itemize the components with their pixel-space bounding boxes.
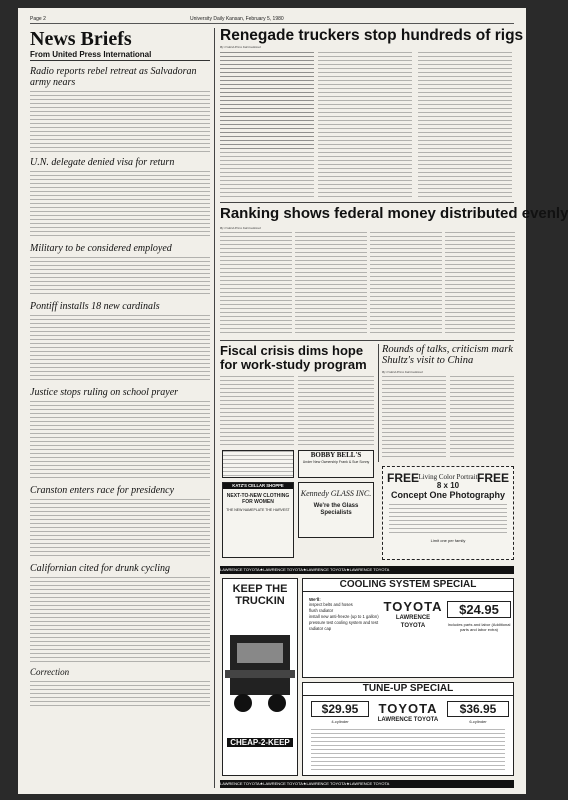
service-item: install new anti-freeze (up to 1 gallon) — [309, 614, 379, 619]
story-body — [220, 52, 314, 198]
katz-cellar-ad — [222, 482, 294, 558]
ad-title: Concept One Photography — [390, 490, 505, 500]
service-item: pressure test cooling system and test radiator cap — [309, 620, 379, 631]
keep-truckin-ad — [222, 578, 298, 776]
cooling-system-ad — [302, 578, 514, 678]
brief-headline: Cranston enters race for presidency — [30, 485, 175, 496]
ad-line: THE NEW NAMEPLATE THE HARVEST — [226, 508, 290, 512]
story-body — [30, 315, 210, 383]
ranking-story — [220, 205, 568, 226]
rounds-story — [382, 344, 514, 370]
brief-headline: Pontiff installs 18 new cardinals — [30, 301, 160, 312]
story-body — [30, 401, 210, 481]
dealer-name: LAWRENCE TOYOTA — [377, 717, 439, 723]
truckers-byline: By United Press International — [220, 45, 261, 49]
boyds-ad — [222, 450, 294, 478]
story-body — [220, 376, 294, 446]
story-body — [418, 52, 512, 198]
newspaper-page — [18, 8, 568, 794]
kennedy-glass-ad — [298, 482, 374, 538]
ad-line: Living Color Portrait — [418, 473, 478, 481]
section-rule — [220, 202, 514, 203]
price: $36.95 — [447, 701, 509, 717]
ad-size: 8 x 10 — [436, 481, 460, 490]
story-body — [30, 257, 210, 297]
story-body — [298, 376, 374, 446]
ad-tagline: CHEAP-2-KEEP — [227, 738, 293, 747]
fiscal-headline: Fiscal crisis dims hope for work-study program — [220, 343, 367, 372]
column-divider — [378, 344, 379, 462]
brief-headline: Justice stops ruling on school prayer — [30, 387, 179, 398]
ad-line: NEXT-TO-NEW CLOTHING FOR WOMEN — [226, 493, 290, 505]
section-rule — [220, 340, 514, 341]
service-item: inspect belts and hoses — [309, 602, 353, 607]
rounds-headline: Rounds of talks, criticism mark Shultz's visit to China — [382, 344, 513, 366]
story-body — [295, 232, 367, 336]
rounds-byline: By United Press International — [382, 370, 423, 374]
toyota-logo: TOYOTA — [378, 701, 438, 716]
brief-headline: U.N. delegate denied visa for return — [30, 157, 175, 168]
news-briefs-title: News Briefs — [30, 28, 132, 50]
fiscal-story — [220, 344, 374, 374]
brief-headline: Correction — [30, 667, 70, 677]
truck-illustration — [225, 615, 295, 725]
news-briefs-column — [30, 28, 210, 788]
price-note: 6-cylinder — [469, 719, 487, 724]
ranking-headline: Ranking shows federal money distributed evenly — [220, 205, 568, 222]
story-body — [382, 376, 446, 460]
ad-text — [223, 451, 293, 477]
concept-one-photography-ad — [382, 466, 514, 560]
price: $29.95 — [311, 701, 369, 717]
brief-headline: Californian cited for drunk cycling — [30, 563, 170, 574]
paper-dateline: University Daily Kansan, February 5, 1980 — [190, 16, 284, 22]
story-body — [30, 171, 210, 239]
toyota-banner-bottom: LAWRENCE TOYOTA★LAWRENCE TOYOTA★LAWRENCE TOYOTA★LAWRENCE TOYOTA — [220, 780, 514, 788]
news-briefs-subtitle: From United Press International — [30, 50, 210, 61]
price-note: 4-cylinder — [331, 719, 349, 724]
ad-title: Kennedy GLASS INC. — [300, 489, 372, 498]
price-note: Includes parts and labor (Additional parts and labor extra) — [447, 622, 511, 632]
story-body — [30, 577, 210, 663]
ad-line: We're the Glass Specialists — [313, 503, 359, 516]
ad-note: Limit one per family — [430, 538, 466, 543]
story-body — [220, 232, 292, 336]
service-item: flush radiator — [309, 608, 334, 613]
ad-text — [311, 729, 505, 771]
page-number: Page 2 — [30, 16, 46, 22]
column-divider — [214, 28, 215, 788]
story-body — [318, 52, 412, 198]
story-body — [30, 91, 210, 153]
toyota-banner-top: LAWRENCE TOYOTA★LAWRENCE TOYOTA★LAWRENCE TOYOTA★LAWRENCE TOYOTA — [220, 566, 514, 574]
ad-title: BOBBY BELL'S — [310, 451, 362, 459]
free-label: FREE — [476, 471, 509, 485]
ad-title: TUNE-UP SPECIAL — [303, 683, 513, 696]
bobby-bells-ad — [298, 450, 374, 478]
tune-up-ad — [302, 682, 514, 776]
toyota-logo: TOYOTA — [383, 599, 443, 614]
story-body — [30, 499, 210, 559]
ad-subtitle: Under New Ownership Frank & Sue Sonny — [302, 460, 370, 464]
price: $24.95 — [447, 601, 511, 618]
ad-title: COOLING SYSTEM SPECIAL — [303, 579, 513, 592]
ad-text — [389, 504, 507, 534]
ad-title: KATZ'S CELLAR SHOPPE — [223, 483, 293, 489]
free-label: FREE — [387, 471, 420, 485]
we-will-label: We'll: — [309, 597, 321, 602]
story-body — [370, 232, 442, 336]
ranking-byline: By United Press International — [220, 226, 261, 230]
truckers-headline: Renegade truckers stop hundreds of rigs — [220, 27, 524, 44]
dealer-name: LAWRENCE TOYOTA — [395, 615, 431, 629]
ad-title: KEEP THE TRUCKIN — [232, 583, 288, 607]
story-body — [30, 681, 210, 707]
brief-headline: Military to be considered employed — [30, 243, 172, 254]
brief-headline: Radio reports rebel retreat as Salvadoran army nears — [30, 66, 197, 88]
story-body — [450, 376, 514, 460]
page-header — [30, 14, 514, 24]
story-body — [445, 232, 515, 336]
